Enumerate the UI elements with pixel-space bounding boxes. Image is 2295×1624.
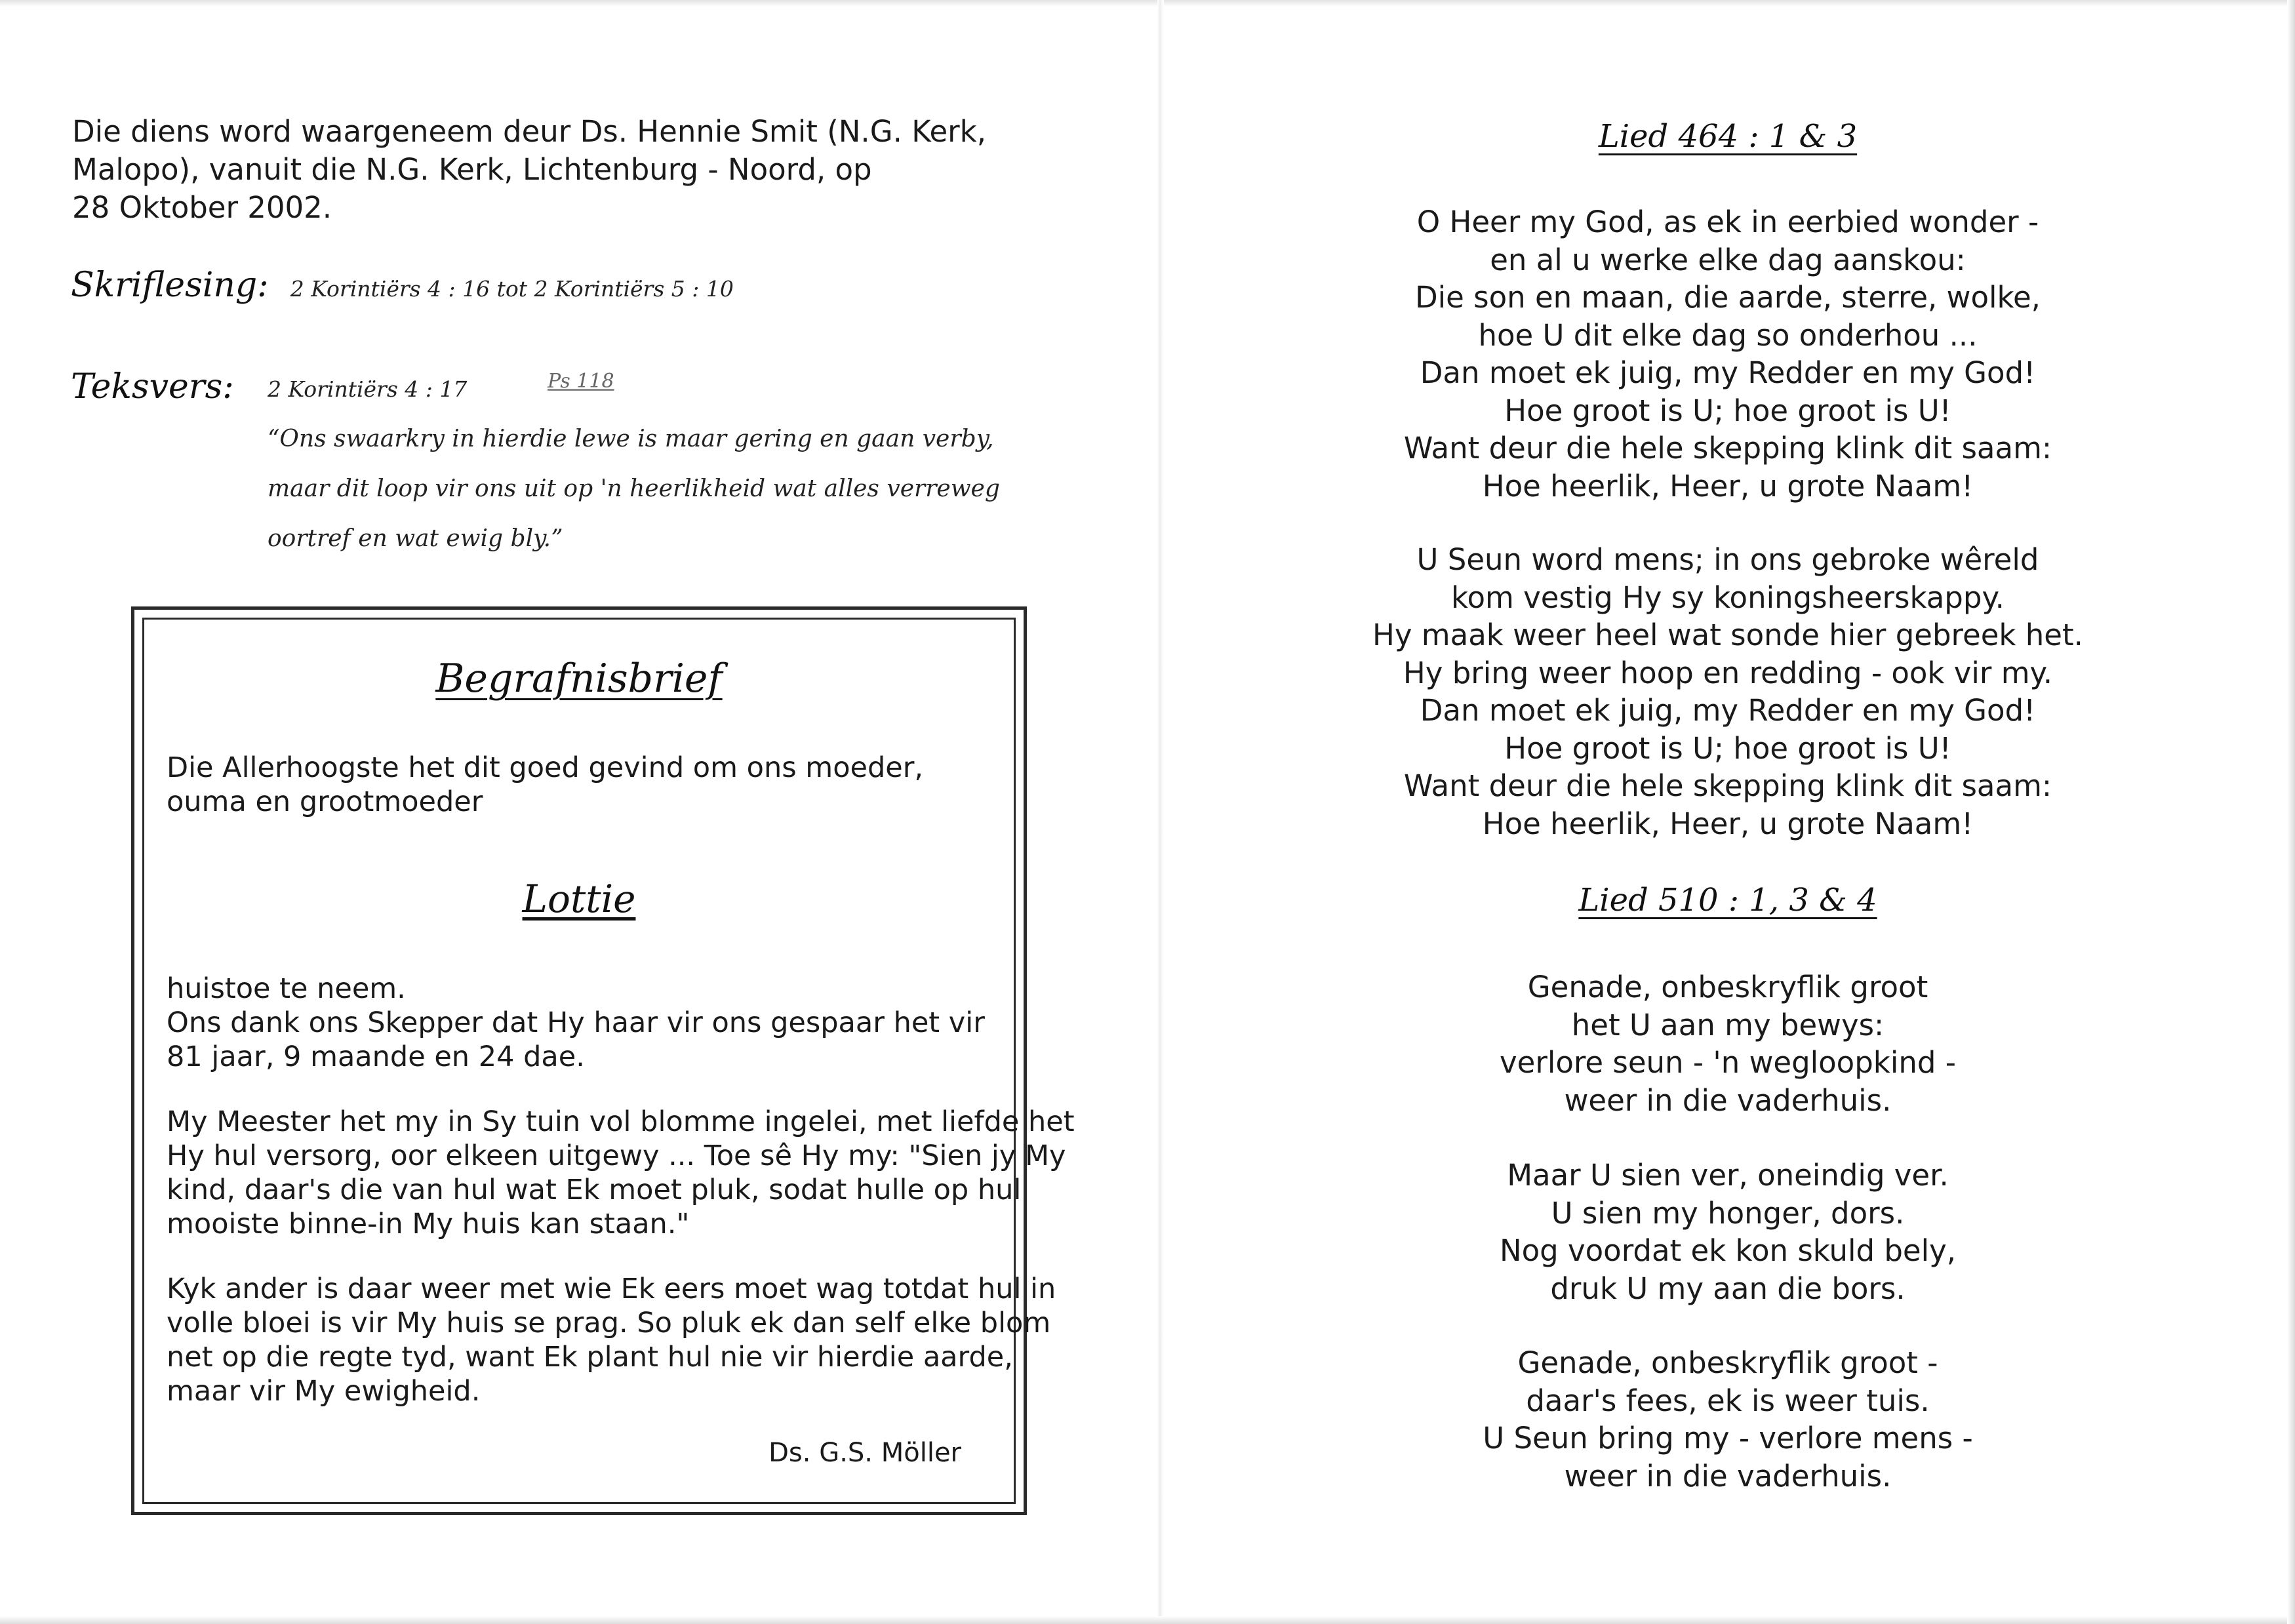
letter-paragraph-1 [167,972,1019,1074]
verse-line: daar's fees, ek is weer tuis. [1526,1383,1930,1418]
letter-paragraph-2 [167,1105,1075,1241]
verse-line: Hoe groot is U; hoe groot is U! [1504,730,1951,766]
verse-line: en al u werke elke dag aanskou: [1490,242,1966,277]
verse-line: hoe U dit elke dag so onderhou ... [1478,317,1978,353]
letter-line: 81 jaar, 9 maande en 24 dae. [167,1040,585,1073]
verse-line: weer in die vaderhuis. [1564,1458,1892,1494]
letter-line: Hy hul versorg, oor elkeen uitgewy ... Toe sê Hy my: "Sien jy My [167,1139,1066,1172]
letter-line: maar vir My ewigheid. [167,1375,481,1408]
letter-line: volle bloei is vir My huis se prag. So pluk ek dan self elke blom [167,1307,1051,1339]
verse-line: U sien my honger, dors. [1551,1195,1905,1231]
letter-line: net op die regte tyd, want Ek plant hul nie vir hierdie aarde, [167,1341,1013,1374]
verse-line: druk U my aan die bors. [1550,1271,1906,1306]
hymn-1-verse-1 [1161,203,2295,505]
verse-line: U Seun bring my - verlore mens - [1483,1421,1973,1456]
service-intro [72,113,1023,227]
letter-line: kind, daar's die van hul wat Ek moet pluk, sodat hulle op hul [167,1174,1022,1206]
hymn-2-verse-2 [1161,1157,2295,1307]
verse-line: Genade, onbeskryflik groot - [1517,1345,1938,1380]
hymn-2-verse-1 [1161,968,2295,1119]
verse-line: Nog voordat ek kon skuld bely, [1499,1233,1957,1268]
verse-line: Hoe heerlik, Heer, u grote Naam! [1482,806,1974,841]
funeral-letter-inner-frame [142,618,1075,1504]
hymn-1-verse-2 [1161,541,2295,842]
text-verse-label: Teksvers: [71,367,234,406]
funeral-letter-frame [131,606,1075,1515]
verse-line: weer in die vaderhuis. [1564,1082,1892,1118]
verse-line: Dan moet ek juig, my Redder en my God! [1420,355,2036,390]
intro-line: Malopo), vanuit die N.G. Kerk, Lichtenburg - Noord, op [72,152,872,187]
scripture-reference: 2 Korintiërs 4 : 16 tot 2 Korintiërs 5 : 10 [290,276,734,302]
letter-line: Kyk ander is daar weer met wie Ek eers moet wag totdat hul in [167,1273,1056,1305]
verse-line: U Seun word mens; in ons gebroke wêreld [1416,542,2039,577]
hymn-2-title: Lied 510 : 1, 3 & 4 [1578,882,1877,919]
paper-bottom-edge [0,1616,2295,1624]
verse-line: Maar U sien ver, oneindig ver. [1507,1158,1949,1193]
verse-line: Dan moet ek juig, my Redder en my God! [1420,693,2036,728]
paper-right-edge [2287,0,2295,1624]
verse-line: kom vestig Hy sy koningsheerskappy. [1451,580,2005,615]
letter-opening [167,751,1019,819]
scripture-reading [71,266,734,305]
text-verse [71,367,468,406]
quote-line: maar dit loop vir ons uit op 'n heerlikheid wat alles verreweg [268,475,1000,502]
quote-line: oortref en wat ewig bly.” [268,525,563,552]
letter-line: ouma en grootmoeder [167,785,483,818]
hymn-2-verse-3 [1161,1344,2295,1495]
letter-paragraph-3 [167,1272,1056,1408]
deceased-name: Lottie [522,877,636,921]
verse-line: Hoe groot is U; hoe groot is U! [1504,393,1951,428]
verse-line: Hy maak weer heel wat sonde hier gebreek het. [1372,618,2083,652]
letter-line: Ons dank ons Skepper dat Hy haar vir ons gespaar het vir [167,1006,985,1039]
letter-title: Begrafnisbrief [435,656,723,702]
letter-line: Die Allerhoogste het dit goed gevind om ons moeder, [167,751,924,784]
letter-line: My Meester het my in Sy tuin vol blomme ingelei, met liefde het [167,1105,1075,1138]
verse-line: Hoe heerlik, Heer, u grote Naam! [1482,468,1974,504]
verse-line: het U aan my bewys: [1571,1007,1885,1042]
verse-line: O Heer my God, as ek in eerbied wonder - [1416,205,2039,239]
right-page [1161,0,2295,1624]
hymn-1-title: Lied 464 : 1 & 3 [1598,118,1858,155]
text-verse-reference: 2 Korintiërs 4 : 17 [268,376,468,402]
letter-line: huistoe te neem. [167,972,406,1005]
verse-line: Want deur die hele skepping klink dit saam: [1403,431,2052,465]
intro-line: Die diens word waargeneem deur Ds. Hennie Smit (N.G. Kerk, [72,114,987,149]
quote-line: “Ons swaarkry in hierdie lewe is maar gering en gaan verby, [268,426,994,452]
letter-line: mooiste binne-in My huis kan staan." [167,1208,690,1240]
handwritten-note: Ps 118 [548,370,614,393]
verse-line: Hy bring weer hoop en redding - ook vir my. [1403,655,2053,690]
letter-signature: Ds. G.S. Möller [768,1438,961,1468]
verse-line: Want deur die hele skepping klink dit saam: [1403,768,2052,803]
intro-line: 28 Oktober 2002. [72,190,332,225]
scripture-label: Skriflesing: [71,266,269,305]
verse-line: verlore seun - 'n wegloopkind - [1500,1045,1956,1080]
verse-line: Die son en maan, die aarde, sterre, wolke, [1415,280,2041,315]
verse-line: Genade, onbeskryflik groot [1527,970,1928,1004]
verse-quote [268,414,1054,564]
